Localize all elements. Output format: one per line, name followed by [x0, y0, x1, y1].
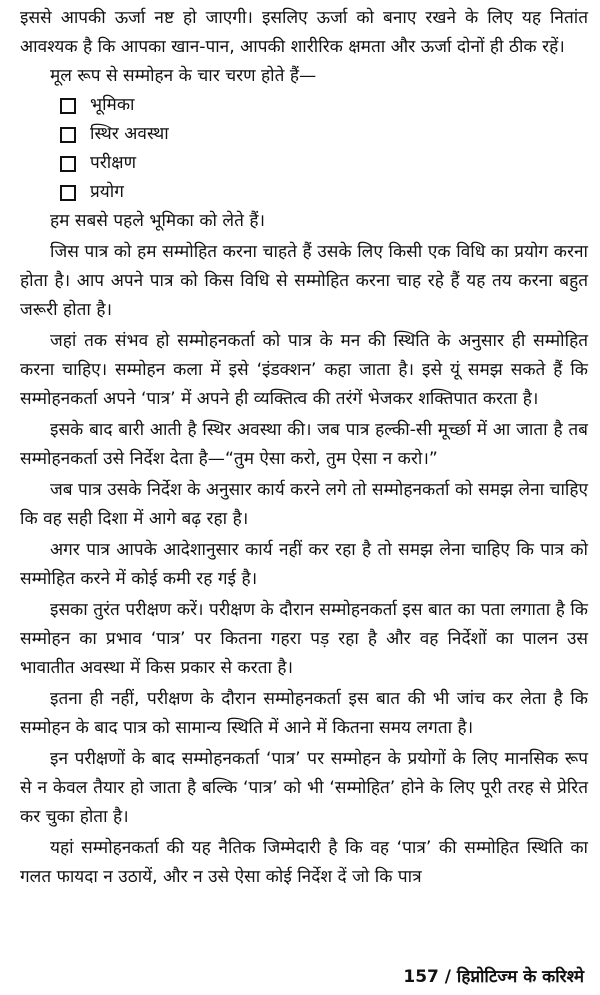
paragraph: इन परीक्षणों के बाद सम्मोहनकर्ता ‘पात्र’ पर सम्मोहन के प्रयोगों के लिए मानसिक रूप से न केवल तैयार हो जाता है बल्कि ‘पात्र’ को भी ‘सम्मोहित’ होने के लिए पूरी तरह से प्रेरित कर चुका होता है। — [20, 749, 588, 827]
paragraph: जब पात्र उसके निर्देश के अनुसार कार्य करने लगे तो सम्मोहनकर्ता को समझ लेना चाहिए कि वह सही दिशा में आगे बढ़ रहा है। — [20, 480, 588, 529]
page-number: 157 — [403, 967, 439, 987]
paragraph: इसके बाद बारी आती है स्थिर अवस्था की। जब पात्र हल्की-सी मूर्च्छा में आ जाता है तब सम्मोहनकर्ता उसे निर्देश देता है—“तुम ऐसा करो, तुम ऐसा न करो।” — [20, 420, 588, 469]
list-item — [20, 178, 588, 207]
list-item-label: प्रयोग — [90, 182, 124, 202]
paragraph: जहां तक संभव हो सम्मोहनकर्ता को पात्र के मन की स्थिति के अनुसार ही सम्मोहित करना चाहिए। सम्मोहन कला में इसे ‘इंडक्शन’ कहा जाता है। इसे यूं समझ सकते हैं कि सम्मोहनकर्ता अपने ‘पात्र’ में अपने ही व्यक्तित्व की तरंगें भेजकर शक्तिपात करता है। — [20, 331, 588, 409]
list-item — [20, 149, 588, 178]
list-item-label: भूमिका — [90, 95, 135, 115]
paragraph: इससे आपकी ऊर्जा नष्ट हो जाएगी। इसलिए ऊर्जा को बनाए रखने के लिए यह नितांत आवश्यक है कि आपका खान-पान, आपकी शारीरिक क्षमता और ऊर्जा दोनों ही ठीक रहें। — [20, 8, 588, 57]
list-item-label: परीक्षण — [90, 153, 136, 173]
list-item-label: स्थिर अवस्था — [90, 124, 169, 144]
document-page — [20, 4, 588, 892]
paragraph: इतना ही नहीं, परीक्षण के दौरान सम्मोहनकर्ता इस बात की भी जांच कर लेता है कि सम्मोहन के बाद पात्र को सामान्य स्थिति में आने में कितना समय लगता है। — [20, 689, 588, 738]
checkbox-icon — [60, 185, 76, 201]
steps-list — [20, 91, 588, 207]
paragraph: इसका तुरंत परीक्षण करें। परीक्षण के दौरान सम्मोहनकर्ता इस बात का पता लगाता है कि सम्मोहन का प्रभाव ‘पात्र’ पर कितना गहरा पड़ रहा है और वह निर्देशों का पालन उस भावातीत अवस्था में किस प्रकार से करता है। — [20, 600, 588, 678]
paragraph: अगर पात्र आपके आदेशानुसार कार्य नहीं कर रहा है तो समझ लेना चाहिए कि पात्र को सम्मोहित करने में कोई कमी रह गई है। — [20, 540, 588, 589]
checkbox-icon — [60, 98, 76, 114]
list-item — [20, 91, 588, 120]
paragraph: जिस पात्र को हम सम्मोहित करना चाहते हैं उसके लिए किसी एक विधि का प्रयोग करना होता है। आप अपने पात्र को किस विधि से सम्मोहित करना चाह रहे हैं यह तय करना बहुत जरूरी होता है। — [20, 242, 588, 320]
paragraph: यहां सम्मोहनकर्ता की यह नैतिक जिम्मेदारी है कि वह ‘पात्र’ की सम्मोहित स्थिति का गलत फायदा न उठायें, और न उसे ऐसा कोई निर्देश दें जो कि पात्र — [20, 838, 588, 887]
list-item — [20, 120, 588, 149]
paragraph: हम सबसे पहले भूमिका को लेते हैं। — [50, 211, 265, 231]
book-title: हिप्नोटिज्म के करिश्मे — [456, 967, 584, 987]
list-intro: मूल रूप से सम्मोहन के चार चरण होते हैं— — [50, 66, 317, 86]
footer-separator: / — [444, 967, 451, 987]
checkbox-icon — [60, 156, 76, 172]
page-footer — [403, 964, 584, 987]
checkbox-icon — [60, 127, 76, 143]
